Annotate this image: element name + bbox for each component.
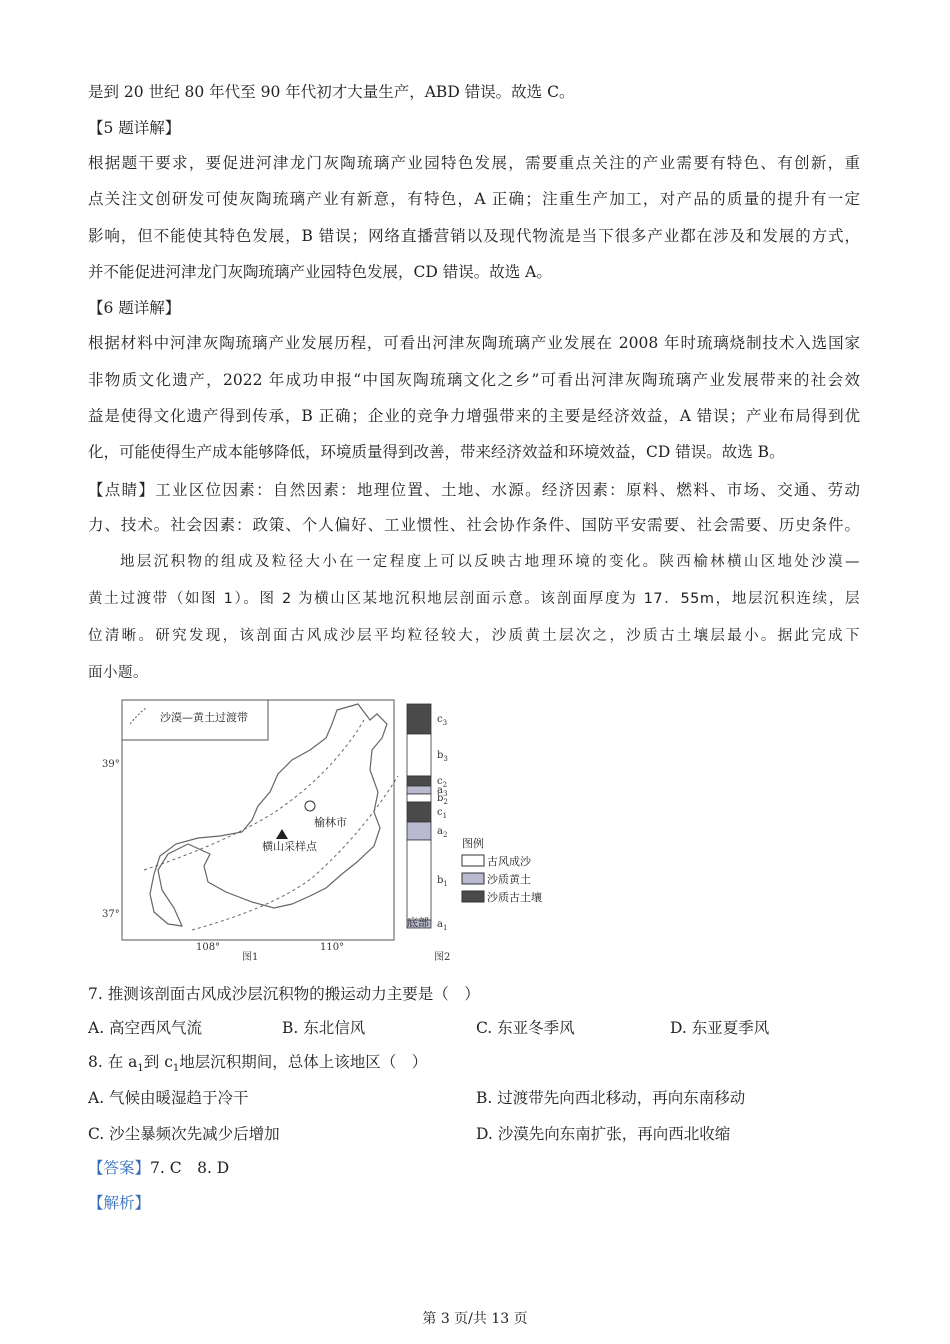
column-layer-label: $a_3$ [437, 785, 448, 798]
legend-title: 图例 [462, 837, 484, 850]
section-heading: 【6 题详解】 [88, 299, 181, 317]
column-layer-sub: 2 [443, 798, 448, 806]
q8-stem-text: 到 c [143, 1053, 173, 1071]
column-layer-sub: 3 [442, 719, 448, 727]
legend-swatch-soil [462, 891, 484, 902]
column-layer-label: $c_3$ [437, 714, 448, 727]
q8-subscript: 1 [172, 1063, 180, 1075]
column-layer-label: $b_1$ [437, 875, 448, 888]
column-layer-b3 [407, 734, 431, 776]
question-7-stem: 7. 推测该剖面古风成沙层沉积物的搬运动力主要是（ ） [88, 985, 480, 1003]
analysis-tag: 【解析】 [88, 1194, 151, 1212]
q7-option-c[interactable]: C. 东亚冬季风 [476, 1019, 575, 1037]
column-layer-label: $a_2$ [437, 826, 448, 839]
q7-option-d[interactable]: D. 东亚夏季风 [670, 1019, 770, 1037]
sample-label: 横山采样点 [262, 840, 317, 853]
column-layer-label: $b_3$ [437, 750, 448, 763]
answer-line [88, 1158, 229, 1178]
text-line: 根据题干要求，要促进河津龙门灰陶琉璃产业园特色发展，需要重点关注的产业需要有特色、有创新，重 [88, 154, 860, 172]
text-line: 化，可能使得生产成本能够降低，环境质量得到改善，带来经济效益和环境效益，CD 错误。故选 B。 [88, 443, 785, 461]
legend-swatch-wind [462, 855, 484, 866]
text-line: 益是使得文化遗产得到传承，B 正确；企业的竞争力增强带来的主要是经济效益，A 错误；产业布局得到优 [88, 407, 860, 425]
material-line: 地层沉积物的组成及粒径大小在一定程度上可以反映古地理环境的变化。陕西榆林横山区地处沙漠— [120, 554, 860, 570]
text-line: 影响，但不能使其特色发展，B 错误；网络直播营销以及现代物流是当下很多产业都在涉及和发展的方式， [88, 227, 860, 245]
column-layer-label: $c_2$ [437, 776, 448, 789]
lat-label: 37° [102, 909, 120, 920]
column-layer-label: $a_1$ [437, 919, 448, 932]
q8-option-b[interactable]: B. 过渡带先向西北移动，再向东南移动 [476, 1089, 746, 1107]
column-layer-sub: 1 [443, 880, 448, 888]
q8-option-d[interactable]: D. 沙漠先向东南扩张，再向西北收缩 [476, 1125, 731, 1143]
column-layer-sub: 2 [442, 831, 448, 839]
q8-stem-text: 8. 在 a [88, 1053, 138, 1071]
legend-label: 沙质黄土 [487, 873, 531, 886]
text-line: 是到 20 世纪 80 年代至 90 年代初才大量生产，ABD 错误。故选 C。 [88, 83, 575, 101]
text-line: 【点睛】工业区位因素：自然因素：地理位置、土地、水源。经济因素：原料、燃料、市场、交通、劳动 [88, 481, 860, 499]
material-line: 黄土过渡带（如图 1）。图 2 为横山区某地沉积地层剖面示意。该剖面厚度为 17．55m，地层沉积连续，层 [88, 591, 860, 607]
material-line: 面小题。 [88, 665, 148, 681]
q7-option-a[interactable]: A. 高空西风气流 [88, 1019, 203, 1037]
column-layer-sub: 3 [443, 755, 448, 763]
column-layer-sub: 3 [442, 790, 448, 798]
strat-column [407, 704, 448, 932]
legend-label: 沙质古土壤 [487, 891, 542, 904]
page-footer: 第 3 页/共 13 页 [422, 1311, 528, 1327]
text-line: 非物质文化遗产，2022 年成功申报“中国灰陶琉璃文化之乡”可看出河津灰陶琉璃产业发展带来的社会效 [88, 371, 860, 389]
legend-swatch-loess [462, 873, 484, 884]
column-layer-label: $b_2$ [437, 793, 448, 806]
q8-subscript: 1 [137, 1063, 144, 1075]
map-legend-label: 沙漠—黄土过渡带 [160, 711, 248, 724]
lon-label: 108° [196, 942, 221, 953]
text-line: 力、技术。社会因素：政策、个人偏好、工业惯性、社会协作条件、国防平安需要、社会需要、历史条件。 [88, 516, 860, 534]
city-marker [305, 801, 315, 811]
answer-tag: 【答案】 [88, 1159, 151, 1177]
text-line: 点关注文创研发可使灰陶琉璃产业有新意，有特色，A 正确；注重生产加工，对产品的质量的提升有一定 [88, 190, 860, 208]
column-layer-a3 [407, 786, 431, 794]
q8-option-c[interactable]: C. 沙尘暴频次先减少后增加 [88, 1125, 280, 1143]
transition-boundary-north [144, 720, 364, 870]
lat-label: 39° [102, 759, 120, 770]
legend-label: 古风成沙 [487, 855, 531, 868]
question-8-stem [88, 1052, 427, 1079]
column-layer-a2 [407, 822, 431, 840]
column-caption: 图2 [434, 952, 451, 963]
column-layer-sub: 1 [442, 812, 448, 820]
map-caption: 图1 [242, 952, 259, 963]
column-bottom-label: 底部 [407, 916, 429, 929]
lon-label: 110° [320, 942, 345, 953]
q8-stem-text: 地层沉积期间，总体上该地区（ ） [179, 1053, 428, 1071]
section-heading: 【5 题详解】 [88, 119, 181, 137]
column-layer-c1 [407, 802, 431, 822]
column-layer-sub: 1 [442, 924, 448, 932]
column-layer-sub: 2 [442, 781, 448, 789]
figure-svg [102, 694, 552, 964]
sample-point-icon [276, 829, 288, 839]
q8-option-a[interactable]: A. 气候由暖湿趋于冷干 [88, 1089, 249, 1107]
material-line: 位清晰。研究发现，该剖面古风成沙层平均粒径较大，沙质黄土层次之，沙质古土壤层最小。据此完成下 [88, 628, 860, 644]
figure [102, 694, 552, 964]
column-layer-c3 [407, 704, 431, 734]
column-layer-b1 [407, 840, 431, 920]
answer-text: 7. C 8. D [150, 1159, 230, 1177]
column-layer-label: $c_1$ [437, 807, 448, 820]
text-line: 根据材料中河津灰陶琉璃产业发展历程，可看出河津灰陶琉璃产业发展在 2008 年时琉璃烧制技术入选国家 [88, 334, 860, 352]
column-layer-b2 [407, 794, 431, 802]
city-label: 榆林市 [314, 816, 347, 829]
text-line: 并不能促进河津龙门灰陶琉璃产业园特色发展，CD 错误。故选 A。 [88, 263, 552, 281]
q7-option-b[interactable]: B. 东北信风 [282, 1019, 366, 1037]
column-layer-c2 [407, 776, 431, 786]
